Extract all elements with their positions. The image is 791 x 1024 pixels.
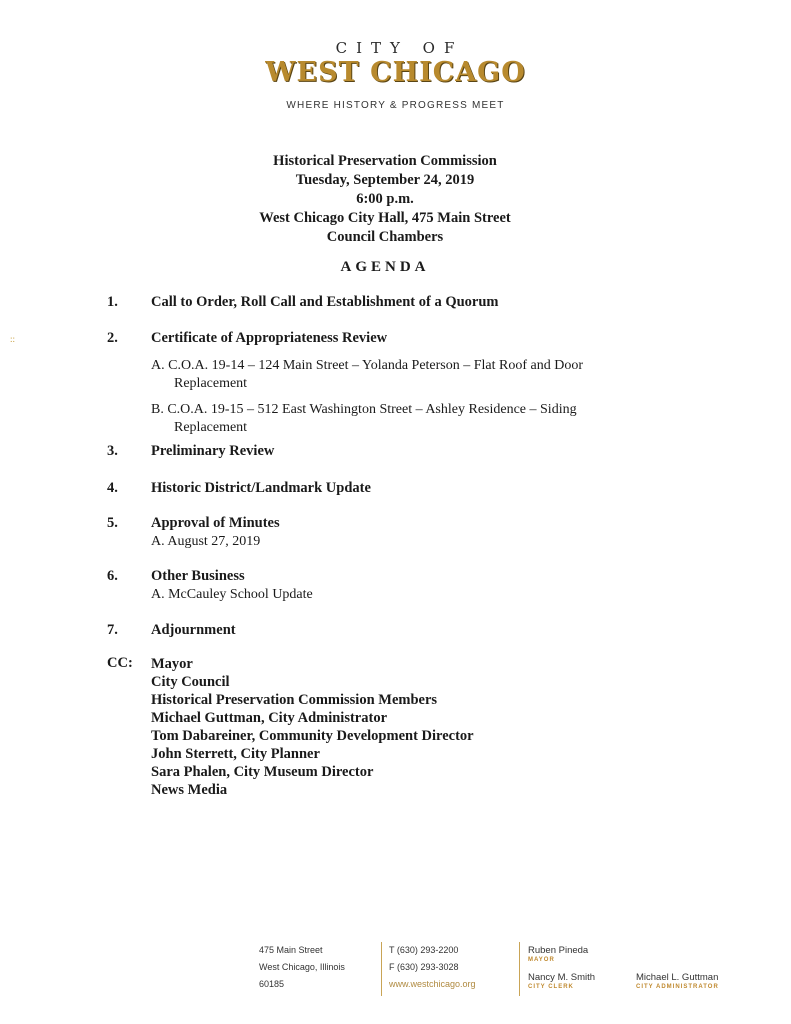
sub-item bbox=[151, 586, 651, 604]
official-name: Michael L. Guttman bbox=[636, 972, 719, 983]
city-logo bbox=[0, 40, 791, 111]
website-link[interactable]: www.westchicago.org bbox=[389, 979, 476, 989]
sub-item bbox=[151, 401, 651, 437]
cc-recipient: Michael Guttman, City Administrator bbox=[151, 710, 388, 726]
logo-tagline: WHERE HISTORY & PROGRESS MEET bbox=[286, 100, 505, 111]
commission-name: Historical Preservation Commission bbox=[273, 153, 497, 169]
address-line: 475 Main Street bbox=[259, 945, 323, 955]
item-title: Preliminary Review bbox=[151, 443, 275, 459]
item-title: Call to Order, Roll Call and Establishment of a Quorum bbox=[151, 294, 499, 310]
cc-recipient: John Sterrett, City Planner bbox=[151, 746, 320, 762]
item-title: Other Business bbox=[151, 568, 245, 584]
cc-recipient: Historical Preservation Commission Members bbox=[151, 692, 438, 708]
item-number: 2. bbox=[107, 330, 118, 346]
official-role: MAYOR bbox=[528, 957, 555, 963]
address-line: 60185 bbox=[259, 979, 285, 989]
margin-mark: :: bbox=[10, 334, 16, 344]
cc-label: CC: bbox=[107, 655, 133, 671]
sub-item-text: A. McCauley School Update bbox=[151, 587, 313, 602]
phone-number: T (630) 293-2200 bbox=[389, 945, 459, 955]
item-number: 4. bbox=[107, 480, 118, 496]
sub-item bbox=[151, 357, 651, 393]
cc-recipient: Mayor bbox=[151, 656, 193, 672]
meeting-room: Council Chambers bbox=[326, 229, 444, 245]
meeting-header bbox=[0, 152, 770, 247]
cc-list bbox=[151, 655, 474, 799]
cc-recipient: News Media bbox=[151, 782, 228, 798]
official-clerk bbox=[528, 972, 595, 991]
cc-recipient: City Council bbox=[151, 674, 230, 690]
meeting-location: West Chicago City Hall, 475 Main Street bbox=[259, 210, 511, 226]
item-number: 7. bbox=[107, 622, 118, 638]
logo-city-of: CITY OF bbox=[335, 39, 464, 57]
fax-number: F (630) 293-3028 bbox=[389, 962, 459, 972]
footer-contact bbox=[389, 942, 476, 993]
footer-divider bbox=[381, 942, 382, 996]
sub-item-text: A. C.O.A. 19-14 – 124 Main Street – Yolanda Peterson – Flat Roof and Door Replacement bbox=[151, 358, 584, 391]
item-title: Certificate of Appropriateness Review bbox=[151, 330, 388, 346]
official-mayor bbox=[528, 945, 588, 964]
sub-item-text: A. August 27, 2019 bbox=[151, 534, 261, 549]
item-number: 3. bbox=[107, 443, 118, 459]
logo-city-name: WEST CHICAGO bbox=[265, 57, 526, 88]
address-line: West Chicago, Illinois bbox=[259, 962, 345, 972]
item-title: Adjournment bbox=[151, 622, 236, 638]
official-name: Nancy M. Smith bbox=[528, 972, 596, 983]
meeting-date: Tuesday, September 24, 2019 bbox=[295, 172, 475, 188]
item-title: Approval of Minutes bbox=[151, 515, 280, 531]
meeting-time: 6:00 p.m. bbox=[356, 191, 414, 207]
official-name: Ruben Pineda bbox=[528, 945, 589, 956]
cc-recipient: Tom Dabareiner, Community Development Director bbox=[151, 728, 474, 744]
sub-item bbox=[151, 533, 651, 551]
agenda-title: AGENDA bbox=[340, 259, 430, 275]
item-number: 1. bbox=[107, 294, 118, 310]
item-title: Historic District/Landmark Update bbox=[151, 480, 371, 496]
item-number: 5. bbox=[107, 515, 118, 531]
cc-recipient: Sara Phalen, City Museum Director bbox=[151, 764, 374, 780]
official-administrator bbox=[636, 972, 719, 991]
sub-item-text: B. C.O.A. 19-15 – 512 East Washington Street – Ashley Residence – Siding Replacement bbox=[151, 402, 577, 435]
item-number: 6. bbox=[107, 568, 118, 584]
footer-divider bbox=[519, 942, 520, 996]
official-role: CITY ADMINISTRATOR bbox=[636, 984, 719, 990]
footer-address bbox=[259, 942, 345, 993]
official-role: CITY CLERK bbox=[528, 984, 574, 990]
